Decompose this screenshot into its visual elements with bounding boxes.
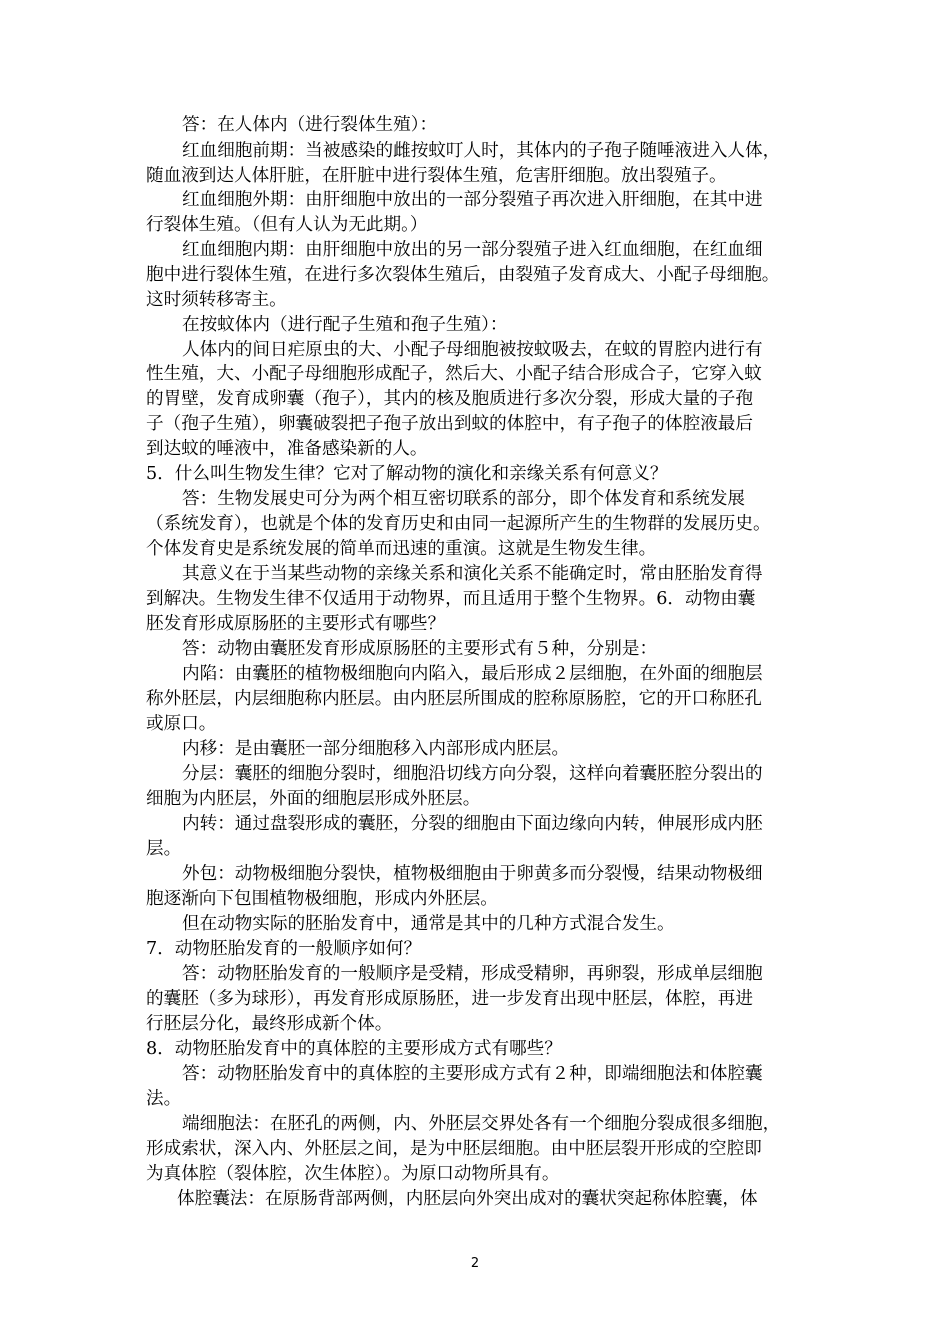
text-line: 在按蚊体内（进行配子生殖和孢子生殖）： [182, 315, 508, 335]
text-line: 但在动物实际的胚胎发育中，通常是其中的几种方式混合发生。 [182, 914, 675, 934]
text-line: 外包：动物极细胞分裂快，植物极细胞由于卵黄多而分裂慢，结果动物极细 [182, 864, 763, 884]
text-line: 形成索状，深入内、外胚层之间，是为中胚层细胞。由中胚层裂开形成的空腔即 [146, 1139, 762, 1159]
text-line: 到达蚊的唾液中，准备感染新的人。 [146, 439, 428, 459]
text-line: 答：动物由囊胚发育形成原肠胚的主要形式有５种，分别是： [182, 639, 658, 659]
text-line: 的胃壁，发育成卵囊（孢子），其内的核及胞质进行多次分裂，形成大量的子孢 [146, 389, 753, 409]
text-line: 答：动物胚胎发育的一般顺序是受精，形成受精卵，再卵裂，形成单层细胞 [182, 964, 763, 984]
text-line: 性生殖，大、小配子母细胞形成配子，然后大、小配子结合形成合子，它穿入蚊 [146, 364, 762, 384]
text-line: 胞中进行裂体生殖，在进行多次裂体生殖后，由裂殖子发育成大、小配子母细胞。 [146, 265, 780, 285]
text-line: 端细胞法：在胚孔的两侧，内、外胚层交界处各有一个细胞分裂成很多细胞， [182, 1114, 781, 1134]
text-line: 或原口。 [146, 714, 217, 734]
question-heading: 8．动物胚胎发育中的真体腔的主要形成方式有哪些？ [146, 1039, 562, 1059]
text-line: 红血细胞内期：由肝细胞中放出的另一部分裂殖子进入红血细胞，在红血细 [182, 240, 763, 260]
text-line: 答：生物发展史可分为两个相互密切联系的部分，即个体发育和系统发展 [182, 489, 746, 509]
text-line: （系统发育），也就是个体的发育历史和由同一起源所产生的生物群的发展历史。 [146, 514, 771, 534]
text-line: 内移：是由囊胚一部分细胞移入内部形成内胚层。 [182, 739, 570, 759]
text-line: 行裂体生殖。（但有人认为无此期。） [146, 215, 428, 235]
text-line: 称外胚层，内层细胞称内胚层。由内胚层所围成的腔称原肠腔，它的开口称胚孔 [146, 689, 762, 709]
question-heading: 5．什么叫生物发生律？它对了解动物的演化和亲缘关系有何意义？ [146, 464, 668, 484]
text-line: 体腔囊法：在原肠背部两侧，内胚层向外突出成对的囊状突起称体腔囊，体 [177, 1189, 758, 1209]
text-line: 个体发育史是系统发展的简单而迅速的重演。这就是生物发生律。 [146, 539, 657, 559]
text-line: 法。 [146, 1089, 182, 1109]
text-line: 红血细胞前期：当被感染的雌按蚊叮人时，其体内的子孢子随唾液进入人体， [182, 141, 781, 161]
text-line: 内转：通过盘裂形成的囊胚，分裂的细胞由下面边缘向内转，伸展形成内胚 [182, 814, 763, 834]
text-line: 答：在人体内（进行裂体生殖）： [182, 115, 438, 135]
text-line: 分层：囊胚的细胞分裂时，细胞沿切线方向分裂，这样向着囊胚腔分裂出的 [182, 764, 763, 784]
text-line: 这时须转移寄主。 [146, 290, 287, 310]
text-line: 行胚层分化，最终形成新个体。 [146, 1014, 393, 1034]
text-line: 胚发育形成原肠胚的主要形式有哪些？ [146, 614, 446, 634]
text-line: 随血液到达人体肝脏，在肝脏中进行裂体生殖，危害肝细胞。放出裂殖子。 [146, 166, 727, 186]
text-line: 的囊胚（多为球形），再发育形成原肠胚，进一步发育出现中胚层，体腔，再进 [146, 989, 753, 1009]
text-line: 为真体腔（裂体腔，次生体腔）。为原口动物所具有。 [146, 1164, 560, 1184]
text-line: 其意义在于当某些动物的亲缘关系和演化关系不能确定时，常由胚胎发育得 [182, 564, 763, 584]
text-line: 细胞为内胚层，外面的细胞层形成外胚层。 [146, 789, 481, 809]
text-line: 人体内的间日疟原虫的大、小配子母细胞被按蚊吸去，在蚊的胃腔内进行有 [182, 340, 763, 360]
text-line: 到解决。生物发生律不仅适用于动物界，而且适用于整个生物界。6．动物由囊 [146, 589, 756, 609]
text-line: 答：动物胚胎发育中的真体腔的主要形成方式有２种，即端细胞法和体腔囊 [182, 1064, 763, 1084]
text-line: 子（孢子生殖），卵囊破裂把子孢子放出到蚊的体腔中，有子孢子的体腔液最后 [146, 414, 753, 434]
page-number: 2 [470, 1256, 480, 1271]
text-line: 红血细胞外期：由肝细胞中放出的一部分裂殖子再次进入肝细胞，在其中进 [182, 190, 763, 210]
text-line: 内陷：由囊胚的植物极细胞向内陷入，最后形成２层细胞，在外面的细胞层 [182, 664, 763, 684]
text-line: 层。 [146, 839, 182, 859]
text-line: 胞逐渐向下包围植物极细胞，形成内外胚层。 [146, 889, 498, 909]
question-heading: 7．动物胚胎发育的一般顺序如何？ [146, 939, 422, 959]
